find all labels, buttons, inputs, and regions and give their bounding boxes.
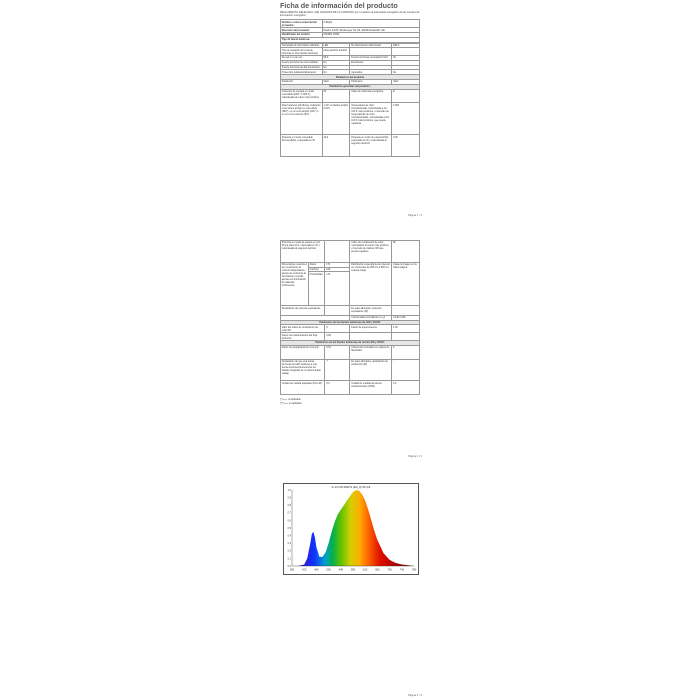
dim-label: Altura [308,262,325,267]
cell: - [325,306,350,316]
cell: Índice de rendimiento de color, redondeado al entero más próximo, o intervalo de valores CRI que puede regularse [350,241,392,263]
cell: MLS [322,56,350,61]
general-sub-heading: Parámetros generales del producto: [281,84,420,89]
page-2 [280,240,420,460]
cell: 0,4 [325,381,350,395]
footnote: (*) «-»: no aplicable [280,398,301,402]
x-tick-label: 780 [411,568,417,572]
spectral-chart [283,483,419,575]
table-row [281,333,420,341]
supplier-address-value: Pisolux GmbH, Bredeneyer Str. 86, 40239 Düsseldorf, DE [322,28,419,33]
cell: Factor de desplazamiento (cos φ1) [281,345,325,359]
table-row [281,103,420,135]
cell: Declaración de que una fuente luminosa de LED sustituye a una fuente luminosa fluorescente sin balasto integrado de un determinado vatiaje. [281,359,325,381]
cell: Distribución espectral de la potencia en el intervalo de 250 nm a 800 nm, a plena carga [350,262,392,305]
cell: E [392,89,420,103]
table-row [281,241,420,263]
cell [392,333,420,341]
x-tick-label: 580 [350,568,356,572]
cell: otras eléctrico interfaz [322,48,350,56]
page-number: Página 3 / 3 [408,694,422,697]
cell: - [392,306,420,316]
x-tick-label: 460 [314,568,319,572]
cell [350,333,392,341]
cell: -* [325,359,350,381]
cell: Unidad de medida del efecto estroboscópico (SVM) [350,381,392,395]
mains-section-heading: Parámetros de las fuentes luminosas de red de LED y OLED: [281,341,420,346]
dim-value: 160 [325,267,350,272]
cell: Unidad de medida parpadeo (Pst LM) [281,381,325,395]
page-title: Ficha de información del producto [280,1,398,10]
model-id-label: Identificador del modelo: [281,32,323,37]
table-row [281,359,420,381]
dim-value: 174 [325,272,350,306]
table-row [281,325,420,333]
general-section-heading: Parámetros del producto [281,75,420,80]
dim-label: Anchura [308,267,325,272]
cell: 0,00 [392,135,420,157]
table-row [281,20,420,28]
cell: No [322,60,350,65]
cell: Flujo luminoso útil (Φuse), indicando si se refiere al flujo en una esfera (360°), en un cono amplio (120°) o en un cono estrecho (90°) [281,103,323,135]
cell: Coordenadas cromáticas (x e y) [350,315,392,320]
cell: NDLS [392,43,420,48]
header-cell: Parámetro [350,80,392,85]
regulation-intro: REGLAMENTO DELEGADO (UE) 2019/2015 DE LA COMISIÓN por el relativo al etiquetado energético de las fuentes de iluminación energético [280,11,420,18]
cell: Factor de supervivencia [350,325,392,333]
cell: Temperatura de color correlacionada, redondeada a los 100 K más próximos, o intervalo de temperaturas de color correlacionadas, redondeadas a los 100 K más próximos, que puede regularse [350,103,392,135]
footnote: (**) «-»: no aplicable [280,401,302,405]
supplier-table [280,19,420,42]
table-row [281,345,420,359]
cell: LED [322,43,350,48]
cell: Tecnología de iluminación utilizada: [281,43,323,48]
header-cell: Parámetro [281,80,323,85]
cell: Clase de eficiencia energética [350,89,392,103]
x-tick-label: 380 [289,568,295,572]
y-tick-label: 0.9 [287,496,291,500]
cell: No [322,70,350,75]
y-tick-label: 0.7 [287,511,291,515]
cell: - [325,241,350,263]
cell: Potencia en modo de espera en red (Pnet) para CLS, expresada en W y redondeada al segundo decimal [281,241,325,263]
table-row [281,381,420,395]
cell: - [392,60,420,65]
y-tick-label: 0.6 [287,519,291,523]
details-table [280,240,420,395]
model-id-value: CM/D51 100W [322,32,419,37]
table-row [281,262,420,267]
y-tick-label: 0.3 [287,542,291,546]
chart-title: K-14 CW 00W N (E0_0) 3S 1/2 [331,485,371,489]
cell: Véase la imagen en la última página [392,262,420,305]
x-tick-label: 740 [399,568,404,572]
cell: 6 [392,345,420,359]
cell: 1,00 [392,325,420,333]
table-row [281,135,420,157]
y-tick-label: 0.4 [287,534,291,538]
cell: 0,445 0,460 [392,315,420,320]
footnotes [280,398,420,405]
y-tick-label: 1.0 [287,488,291,492]
cell: No direccional o direccional: [350,43,392,48]
table-row [281,89,420,103]
cell: Fuente luminosa conectada (CLS): [350,56,392,61]
cell: Tipo de casquillo de la fuente luminosa (u otra interfaz eléctrica) [281,48,323,56]
x-tick-label: 620 [363,568,368,572]
cell: Valor del índice de rendimiento de color R9 [281,325,325,333]
y-tick-label: 0.5 [287,526,291,530]
supplier-name-label: Nombre o marca comercial del proveedor: [281,20,323,28]
cell: Potencia en modo de espera (Psb), expresada en W y redondeada al segundo decimal [350,135,392,157]
cell: - [392,359,420,381]
dim-value: 174 [325,262,350,267]
type-table [280,43,420,157]
x-tick-label: 660 [375,568,380,572]
cell: No [322,65,350,70]
x-tick-label: 420 [302,568,307,572]
y-tick-label: 0.0 [287,564,291,568]
cell: 0,90 [325,333,350,341]
cell: Consumo de energía en modo encendido (kWh / 1 000 h), redondeado al entero más próximo [281,89,323,103]
cell: 20,2 [322,135,350,157]
y-tick-label: 0.8 [287,504,291,508]
table-row [281,37,420,42]
cell [392,48,420,56]
cell: Coherencia cromática en elipses de MacAdam [350,345,392,359]
page-number: Página 2 / 3 [408,455,422,458]
cell: Potencia en modo encendido (Pencendido), expresada en W [281,135,323,157]
cell: Fuente luminosa de alta luminancia: [281,65,323,70]
header-cell: Valor [322,80,350,85]
cell: 1 417 en Esfera amplio (120°) [322,103,350,135]
cell: 9 [325,325,350,333]
led-section-heading: Parámetros de las fuentes luminosas de LED y OLED: [281,320,420,325]
cell: Atenuable: [350,70,392,75]
page-number: Página 1 / 3 [408,214,422,217]
x-tick-label: 500 [326,568,331,572]
cell: Dimensiones exteriores sin mecanismo de control independiente, piezas de control de la iluminación o piezas ajenas a la iluminación, de haberlas (milímetros) [281,262,309,305]
cell: No [392,70,420,75]
x-tick-label: 540 [338,568,343,572]
cell: Envolvente: [350,60,392,65]
cell: De red o no de red: [281,56,323,61]
cell: Fuente luminosa de color variable: [281,60,323,65]
supplier-address-label: Dirección del proveedor: [281,28,323,33]
cell: Declaración de potencia equivalente [281,306,325,316]
cell: 0,51 [325,345,350,359]
spectral-chart-svg [284,484,418,574]
cell: 3 000 [392,103,420,135]
type-section-heading: Tipo de fuente luminosa: [281,37,420,42]
header-cell: Valor [392,80,420,85]
y-tick-label: 0.2 [287,549,291,553]
page-1 [280,0,420,225]
cell [350,48,392,56]
cell: 80 [392,241,420,263]
cell: Factor de mantenimiento del flujo luminoso [281,333,325,341]
spectrum-area [292,490,414,566]
dim-label: Profundidad [308,272,325,306]
cell: 90 [322,89,350,103]
cell: Protección antideslumbramiento: [281,70,323,75]
y-tick-label: 0.1 [287,557,291,561]
cell: No [392,56,420,61]
table-row [281,306,420,316]
table-row [281,48,420,56]
cell: En caso afirmativo, declaración de sustitución (W) [350,359,392,381]
x-tick-label: 700 [387,568,392,572]
cell: 0,3 [392,381,420,395]
cell: En caso afirmativo, potencia equivalente (W) [350,306,392,316]
supplier-name-value: K-Bright [322,20,419,28]
